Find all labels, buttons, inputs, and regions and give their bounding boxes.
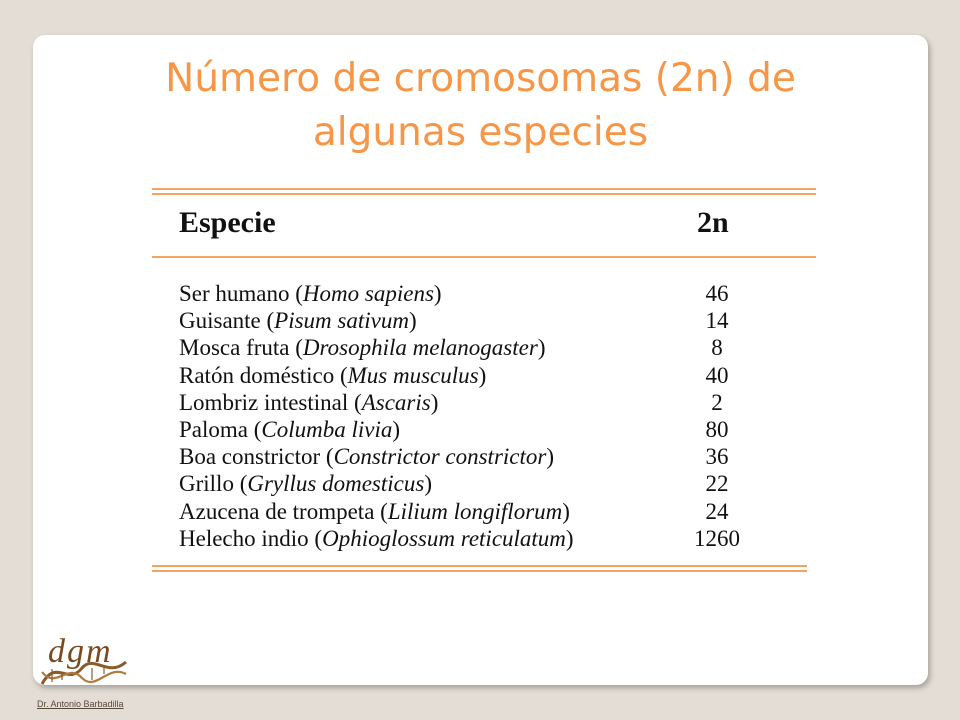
header-species: Especie (179, 206, 276, 239)
scientific-name: Pisum sativum (274, 308, 409, 334)
closing-paren: ) (433, 281, 442, 306)
table-row (179, 470, 799, 497)
table-body (179, 280, 799, 552)
species-name (179, 389, 438, 416)
chromosome-count: 46 (705, 281, 729, 306)
common-name: Guisante ( (179, 308, 275, 334)
common-name: Helecho indio ( (179, 525, 323, 551)
common-name: Mosca fruta ( (179, 335, 303, 361)
title-line-2: algunas especies (312, 110, 649, 155)
closing-paren: ) (408, 308, 417, 334)
closing-paren: ) (392, 416, 401, 442)
slide-title (33, 52, 928, 160)
species-name (179, 443, 554, 470)
chromosome-count: 40 (705, 362, 729, 388)
dgm-logo (38, 628, 138, 690)
closing-paren: ) (565, 525, 574, 551)
species-name (179, 280, 442, 307)
common-name: Lombriz intestinal ( (179, 389, 362, 415)
chromosome-count: 2 (711, 389, 723, 415)
logo-text: dgm (48, 633, 113, 670)
scientific-name: Mus musculus (347, 362, 479, 388)
scientific-name: Ophioglossum reticulatum (322, 525, 566, 551)
chromosome-count: 8 (711, 335, 723, 361)
closing-paren: ) (478, 362, 487, 388)
scientific-name: Drosophila melanogaster (302, 335, 538, 361)
closing-paren: ) (562, 498, 570, 524)
species-name (179, 416, 400, 443)
scientific-name: Constrictor constrictor (333, 444, 547, 470)
chromosome-count: 14 (705, 308, 729, 334)
closing-paren: ) (424, 471, 432, 497)
chromosome-count: 80 (705, 416, 729, 442)
table-header-rule (152, 256, 816, 258)
common-name: Ratón doméstico ( (179, 362, 348, 388)
table-row (179, 362, 799, 389)
species-name (179, 470, 432, 497)
chromosome-count: 36 (705, 444, 729, 470)
title-line-1: Número de cromosomas (2n) de (165, 56, 796, 101)
header-2n: 2n (697, 206, 729, 239)
species-name (179, 498, 570, 525)
chromosome-table (152, 186, 817, 574)
table-row (179, 334, 799, 361)
common-name: Boa constrictor ( (179, 444, 334, 470)
scientific-name: Gryllus domesticus (247, 471, 425, 497)
table-row (179, 443, 799, 470)
table-row (179, 307, 799, 334)
common-name: Ser humano ( (179, 281, 303, 306)
table-row (179, 280, 799, 307)
table-row (179, 389, 799, 416)
species-name (179, 362, 486, 389)
species-name (179, 307, 417, 334)
table-row (179, 525, 799, 552)
chromosome-count: 24 (705, 498, 729, 524)
closing-paren: ) (537, 335, 546, 361)
table-row (179, 416, 799, 443)
species-name (179, 525, 574, 552)
scientific-name: Homo sapiens (302, 281, 434, 306)
chromosome-count: 1260 (694, 525, 740, 551)
author-link[interactable]: Dr. Antonio Barbadilla (37, 699, 124, 709)
table-row (179, 498, 799, 525)
common-name: Paloma ( (179, 416, 262, 442)
common-name: Grillo ( (179, 471, 248, 497)
species-name (179, 334, 545, 361)
scientific-name: Columba livia (261, 416, 393, 442)
closing-paren: ) (546, 444, 555, 470)
scientific-name: Lilium longiflorum (387, 498, 563, 524)
common-name: Azucena de trompeta ( (179, 498, 388, 524)
chromosome-count: 22 (705, 471, 729, 497)
closing-paren: ) (430, 389, 439, 415)
table-bottom-rule (152, 565, 807, 572)
table-top-rule (152, 188, 816, 195)
scientific-name: Ascaris (361, 389, 431, 415)
